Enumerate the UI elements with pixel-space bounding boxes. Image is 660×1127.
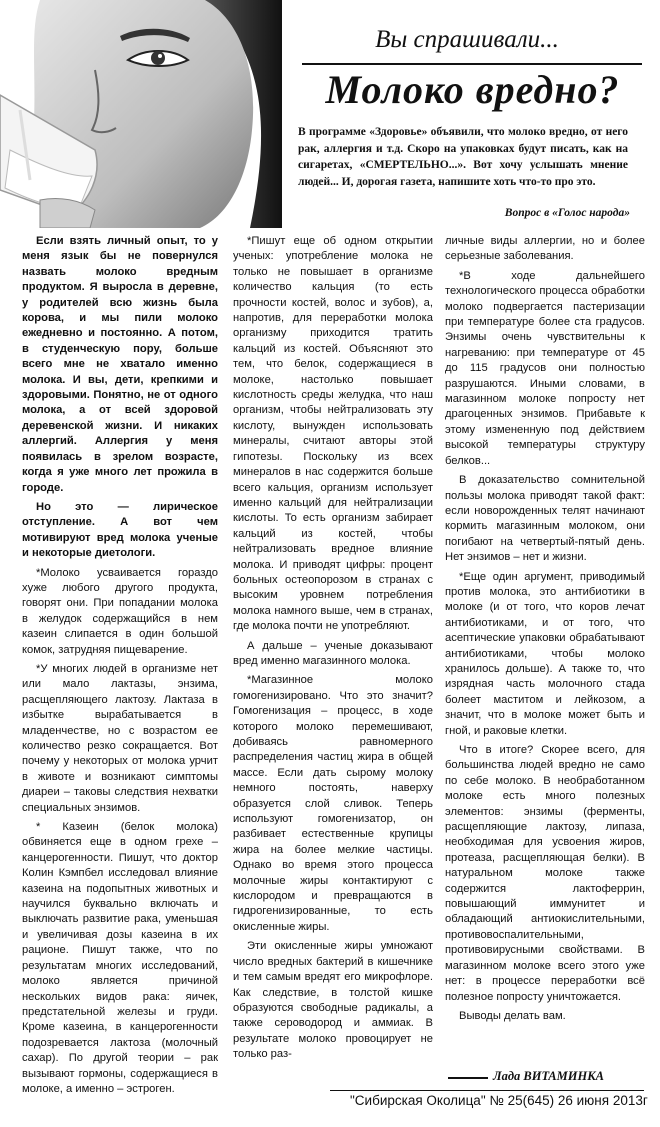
article-headline: Молоко вредно? [325, 67, 620, 112]
paragraph: В доказательство сомнительной пользы молока приводят такой факт: если новорожденных телят начинают кормить магазинным молоком, они погибают на четвертый-пятый день. Нет энзимов – нет и жизни. [445, 474, 645, 564]
paragraph: *У многих людей в организме нет или мало лактазы, энзима, расщепляющего лактозу. Лактаза в избытке вырабатывается в младенчестве, но с возрастом ее количество резко сокращается. Вот почему у некоторых от молока урчит в животе и возникают симптомы диареи – таковы следствия нехватки специальных энзимов. [22, 662, 218, 814]
paragraph: *Пишут еще об одном открытии ученых: употребление молока не только не повышает в организме количество кальция (то есть прочности костей, волос и зубов), а, напротив, для переработки молока организму приходится тратить кальций из костей. Объясняют это тем, что белок, содержащиеся в молоке, настолько повышает кислотность среды желудка, что наш организм, чтобы нейтрализовать эту кислоту, вынужден использовать минералы, считают авторы этой гипотезы. Поскольку из всех минералов в нас содержится больше всего кальция, организм использует именно кальций для нейтрализации кислоты. То есть организм забирает кальций из костей, чтобы нейтрализовать вредное влияние молока. И приводят цифры: процент больных остеопорозом в странах с высоким уровнем потребления молока намного выше, чем в странах, где молока почти не употребляют. [233, 235, 433, 633]
paragraph: *Еще один аргумент, приводимый против молока, это антибиотики в молоке (и от того, что коров лечат антибиотиками, и от того, что асептические упаковки обрабатывают антибиотиками, чтобы молоко хранилось дольше). А также то, что изрядная часть молочного стада болеет маститом и лейкозом, а значит, что в молоке может быть и гной, и раковые клетки. [445, 570, 645, 737]
reader-question: В программе «Здоровье» объявили, что молоко вредно, от него рак, аллергия и т.д. Скоро на упаковках будут писать, как на сигаретах, «СМЕРТЕЛЬНО...». Вот хочу услышать мнение людей... И, дорогая газета, напишите хоть что-то про это. [298, 126, 628, 188]
paragraph: А дальше – ученые доказывают вред именно магазинного молока. [233, 639, 433, 667]
paragraph: *В ходе дальнейшего технологического процесса обработки молоко подвергается пастеризации при температуре более ста градусов. Энзимы очень чувствительны к нагреванию: при температуре от 45 до 115 градусов они полностью разрушаются. Иными словами, в магазинном молоке попросту нет драгоценных энзимов. Прибавьте к этому измененную под действием высокой температуры структуру белков... [445, 269, 645, 467]
question-source: Вопрос в «Голос народа» [504, 207, 630, 219]
author-signature: Лада ВИТАМИНКА [493, 1069, 605, 1083]
article-column-1 [22, 234, 218, 1101]
paragraph: *Молоко усваивается гораздо хуже любого другого продукта, говорят они. При попадании молока в желудок содержащийся в нем казеин слипается в один большой комок, затрудняя пищеварение. [22, 566, 218, 656]
paragraph: * Казеин (белок молока) обвиняется еще в одном грехе – канцерогенности. Пишут, что доктор Колин Кэмпбел исследовал влияние казеина на подопытных животных и научился буквально включать и выключать развитие рака, уменьшая и увеличивая дозы казеина в их рационе. Пишут также, что по результатам многих исследований, молоко является причиной нескольких видов рака: яичек, предстательной железы и груди. Кроме казеина, в канцерогенности подозревается лактоза (молочный сахар). По другой теории – рак вызывают гормоны, содержащиеся в молоке, а именно – эстроген. [22, 821, 218, 1095]
article-column-2 [233, 234, 433, 1067]
paragraph: личные виды аллергии, но и более серьезные заболевания. [445, 235, 645, 263]
paragraph: Выводы делать вам. [459, 1009, 566, 1022]
paragraph: *Магазинное молоко гомогенизировано. Что это значит? Гомогенизация – процесс, в ходе которого молоко перемешивают, добиваясь равномерного распределения частиц жира в общей массе. Если дать сырому молоку немного постоять, наверху образуется слой сливок. Теперь используют гомогенизатор, он разбивает естественные крупицы жира на более мелкие частицы. Однако во время этого процесса молочные жиры контактируют с кислородом и превращаются в гидрогенизированные, то есть окисленные жиры. [233, 674, 433, 933]
woman-drinking-milk-photo [0, 0, 282, 228]
paragraph: Но это — лирическое отступление. А вот чем мотивируют вред молока ученые и некоторые диетологи. [22, 500, 218, 560]
article-column-3 [445, 234, 645, 1028]
paragraph: Если взять личный опыт, то у меня язык бы не повернулся назвать молоко вредным продуктом. Я выросла в деревне, у родителей всю жизнь была корова, и мы пили молоко ежедневно и постоянно. А потом, в студенческую пору, больше всего мне не хватало именно молока. И вы, дети, крепкими и здоровыми. Понятно, не от одного молока, а от всей здоровой деревенской жизни. И никаких аллергий. Аллергия у меня появилась в зрелом возрасте, когда я уже много лет прожила в городе. [22, 235, 218, 494]
publication-footer: "Сибирская Околица" № 25(645) 26 июня 2013г [350, 1093, 648, 1108]
rubric-divider [302, 63, 642, 65]
paragraph: Что в итоге? Скорее всего, для большинства людей вредно не само по себе молоко. В необработанном молоке есть много полезных элементов: энзимы (ферменты, расщепляющие лактозу, липаза, необходимая для усвоения жиров, протеаза, расщепляющая белки). В натуральном молоке также содержится лактоферрин, повышающий иммунитет и обладающий антиокислительными, противовоспалительными, противовирусными свойствами. В магазинном молоке всего этого уже нет: в процессе переработки всё полезное попросту уничтожается. [445, 744, 645, 1003]
signature-rule [448, 1077, 488, 1079]
rubric-title: Вы спрашивали... [375, 26, 559, 53]
paragraph: Эти окисленные жиры умножают число вредных бактерий в кишечнике и тем самым вредят его микрофлоре. Как следствие, в толстой кишке образуются свободные радикалы, а также сероводород и аммиак. В результате молоко провоцирует не только раз- [233, 940, 433, 1061]
footer-rule [330, 1090, 644, 1091]
